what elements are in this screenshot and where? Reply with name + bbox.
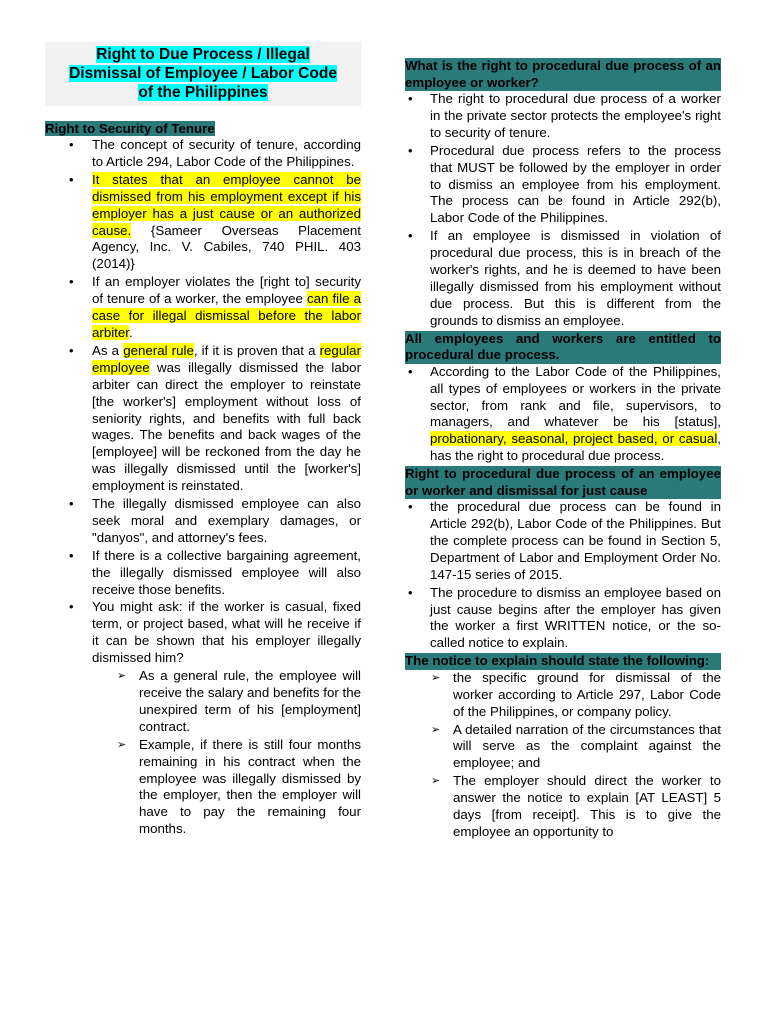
section-heading-all-entitled: All employees and workers are entitled to procedural due process. — [405, 330, 721, 363]
sub-list-item: ➢ As a general rule, the employee will receive the salary and benefits for the unexpired term of his [employment] contract. — [45, 668, 361, 736]
sub-list — [45, 668, 361, 838]
highlight: regular employee — [92, 342, 361, 375]
title-line-2: Dismissal of Employee / Labor Code — [69, 65, 337, 82]
sub-list-item: ➢ The employer should direct the worker to answer the notice to explain [AT LEAST] 5 days [from receipt]. This is to give the employee an opportunity to — [405, 773, 721, 841]
section-heading-procedural-due-process: What is the right to procedural due process of an employee or worker? — [405, 58, 721, 90]
sub-list-item: ➢ the specific ground for dismissal of the worker according to Article 297, Labor Code of the Philippines, or company policy. — [405, 670, 721, 721]
list-item: • You might ask: if the worker is casual, fixed term, or project based, what will he receive if it can be shown that his employer illegally dismissed him? — [45, 599, 361, 667]
list-item: • According to the Labor Code of the Philippines, all types of employees or workers in the private sector, from rank and file, supervisors, to managers, and whatever be his [status], probationary, seasonal, project based, or casual, has the right to procedural due process. — [405, 364, 721, 465]
list-item: • If an employer violates the [right to] security of tenure of a worker, the employee can file a case for illegal dismissal before the labor arbiter. — [45, 274, 361, 342]
section-heading-just-cause: Right to procedural due process of an employee or worker and dismissal for just cause — [405, 466, 721, 498]
notice-list — [405, 670, 721, 841]
security-of-tenure-list — [45, 137, 361, 667]
sub-list-item: ➢ Example, if there is still four months remaining in his contract when the employee was illegally dismissed by the employer, then the employer will have to pay the remaining four months. — [45, 737, 361, 838]
list-item: • If there is a collective bargaining agreement, the illegally dismissed employee will also receive those benefits. — [45, 548, 361, 599]
list-item: • The procedure to dismiss an employee based on just cause begins after the employer has given the worker a first WRITTEN notice, or the so-called notice to explain. — [405, 585, 721, 653]
list-item: • Procedural due process refers to the process that MUST be followed by the employer in order to dismiss an employee from his employment. The process can be found in Article 292(b), Labor Code of the Philippines. — [405, 143, 721, 228]
section-heading-security-of-tenure: Right to Security of Tenure — [45, 121, 215, 136]
title-line-3: of the Philippines — [138, 84, 268, 101]
highlight: It states that an employee cannot be dismissed from his employment except if his employer has a just cause or an authorized cause. — [92, 171, 361, 238]
list-item: • the procedural due process can be found in Article 292(b), Labor Code of the Philippines. But the complete process can be found in Section 5, Department of Labor and Employment Order No. 147-15 series of 2015. — [405, 499, 721, 584]
list-item: • The concept of security of tenure, according to Article 294, Labor Code of the Philippines. — [45, 137, 361, 171]
highlight: general rule — [123, 342, 194, 358]
document-title — [45, 42, 361, 106]
list-item: • As a general rule, if it is proven that a regular employee was illegally dismissed the labor arbiter can direct the employer to reinstate [the worker's] employment without loss of seniority rights, and benefits with full back wages. The benefits and back wages of the [employee] will be reckoned from the day he was illegally dismissed until the [worker's] employment is reinstated. — [45, 343, 361, 495]
entitled-list — [405, 364, 721, 465]
list-item: • If an employee is dismissed in violation of procedural due process, this is in breach of the worker's rights, and he is deemed to have been illegally dismissed from his employment without due process. But this is different from the grounds to dismiss an employee. — [405, 228, 721, 329]
section-heading-notice-to-explain: The notice to explain should state the following: — [405, 653, 721, 670]
procedural-due-process-list — [405, 91, 721, 330]
sub-list-item: ➢ A detailed narration of the circumstances that will serve as the complaint against the employee; and — [405, 722, 721, 773]
left-column — [45, 42, 361, 839]
right-column — [405, 58, 721, 842]
title-line-1: Right to Due Process / Illegal — [96, 46, 310, 63]
highlight: can file a case for illegal dismissal before the labor arbiter — [92, 291, 361, 340]
just-cause-list — [405, 499, 721, 652]
highlight: probationary, seasonal, project based, or casual — [430, 431, 718, 447]
list-item: • The illegally dismissed employee can also seek moral and exemplary damages, or "danyos", and attorney's fees. — [45, 496, 361, 547]
list-item: • The right to procedural due process of a worker in the private sector protects the employee's right to security of tenure. — [405, 91, 721, 142]
list-item: • It states that an employee cannot be dismissed from his employment except if his employer has a just cause or an authorized cause. {Sameer Overseas Placement Agency, Inc. V. Cabiles, 740 PHIL. 403 (2014)} — [45, 172, 361, 273]
